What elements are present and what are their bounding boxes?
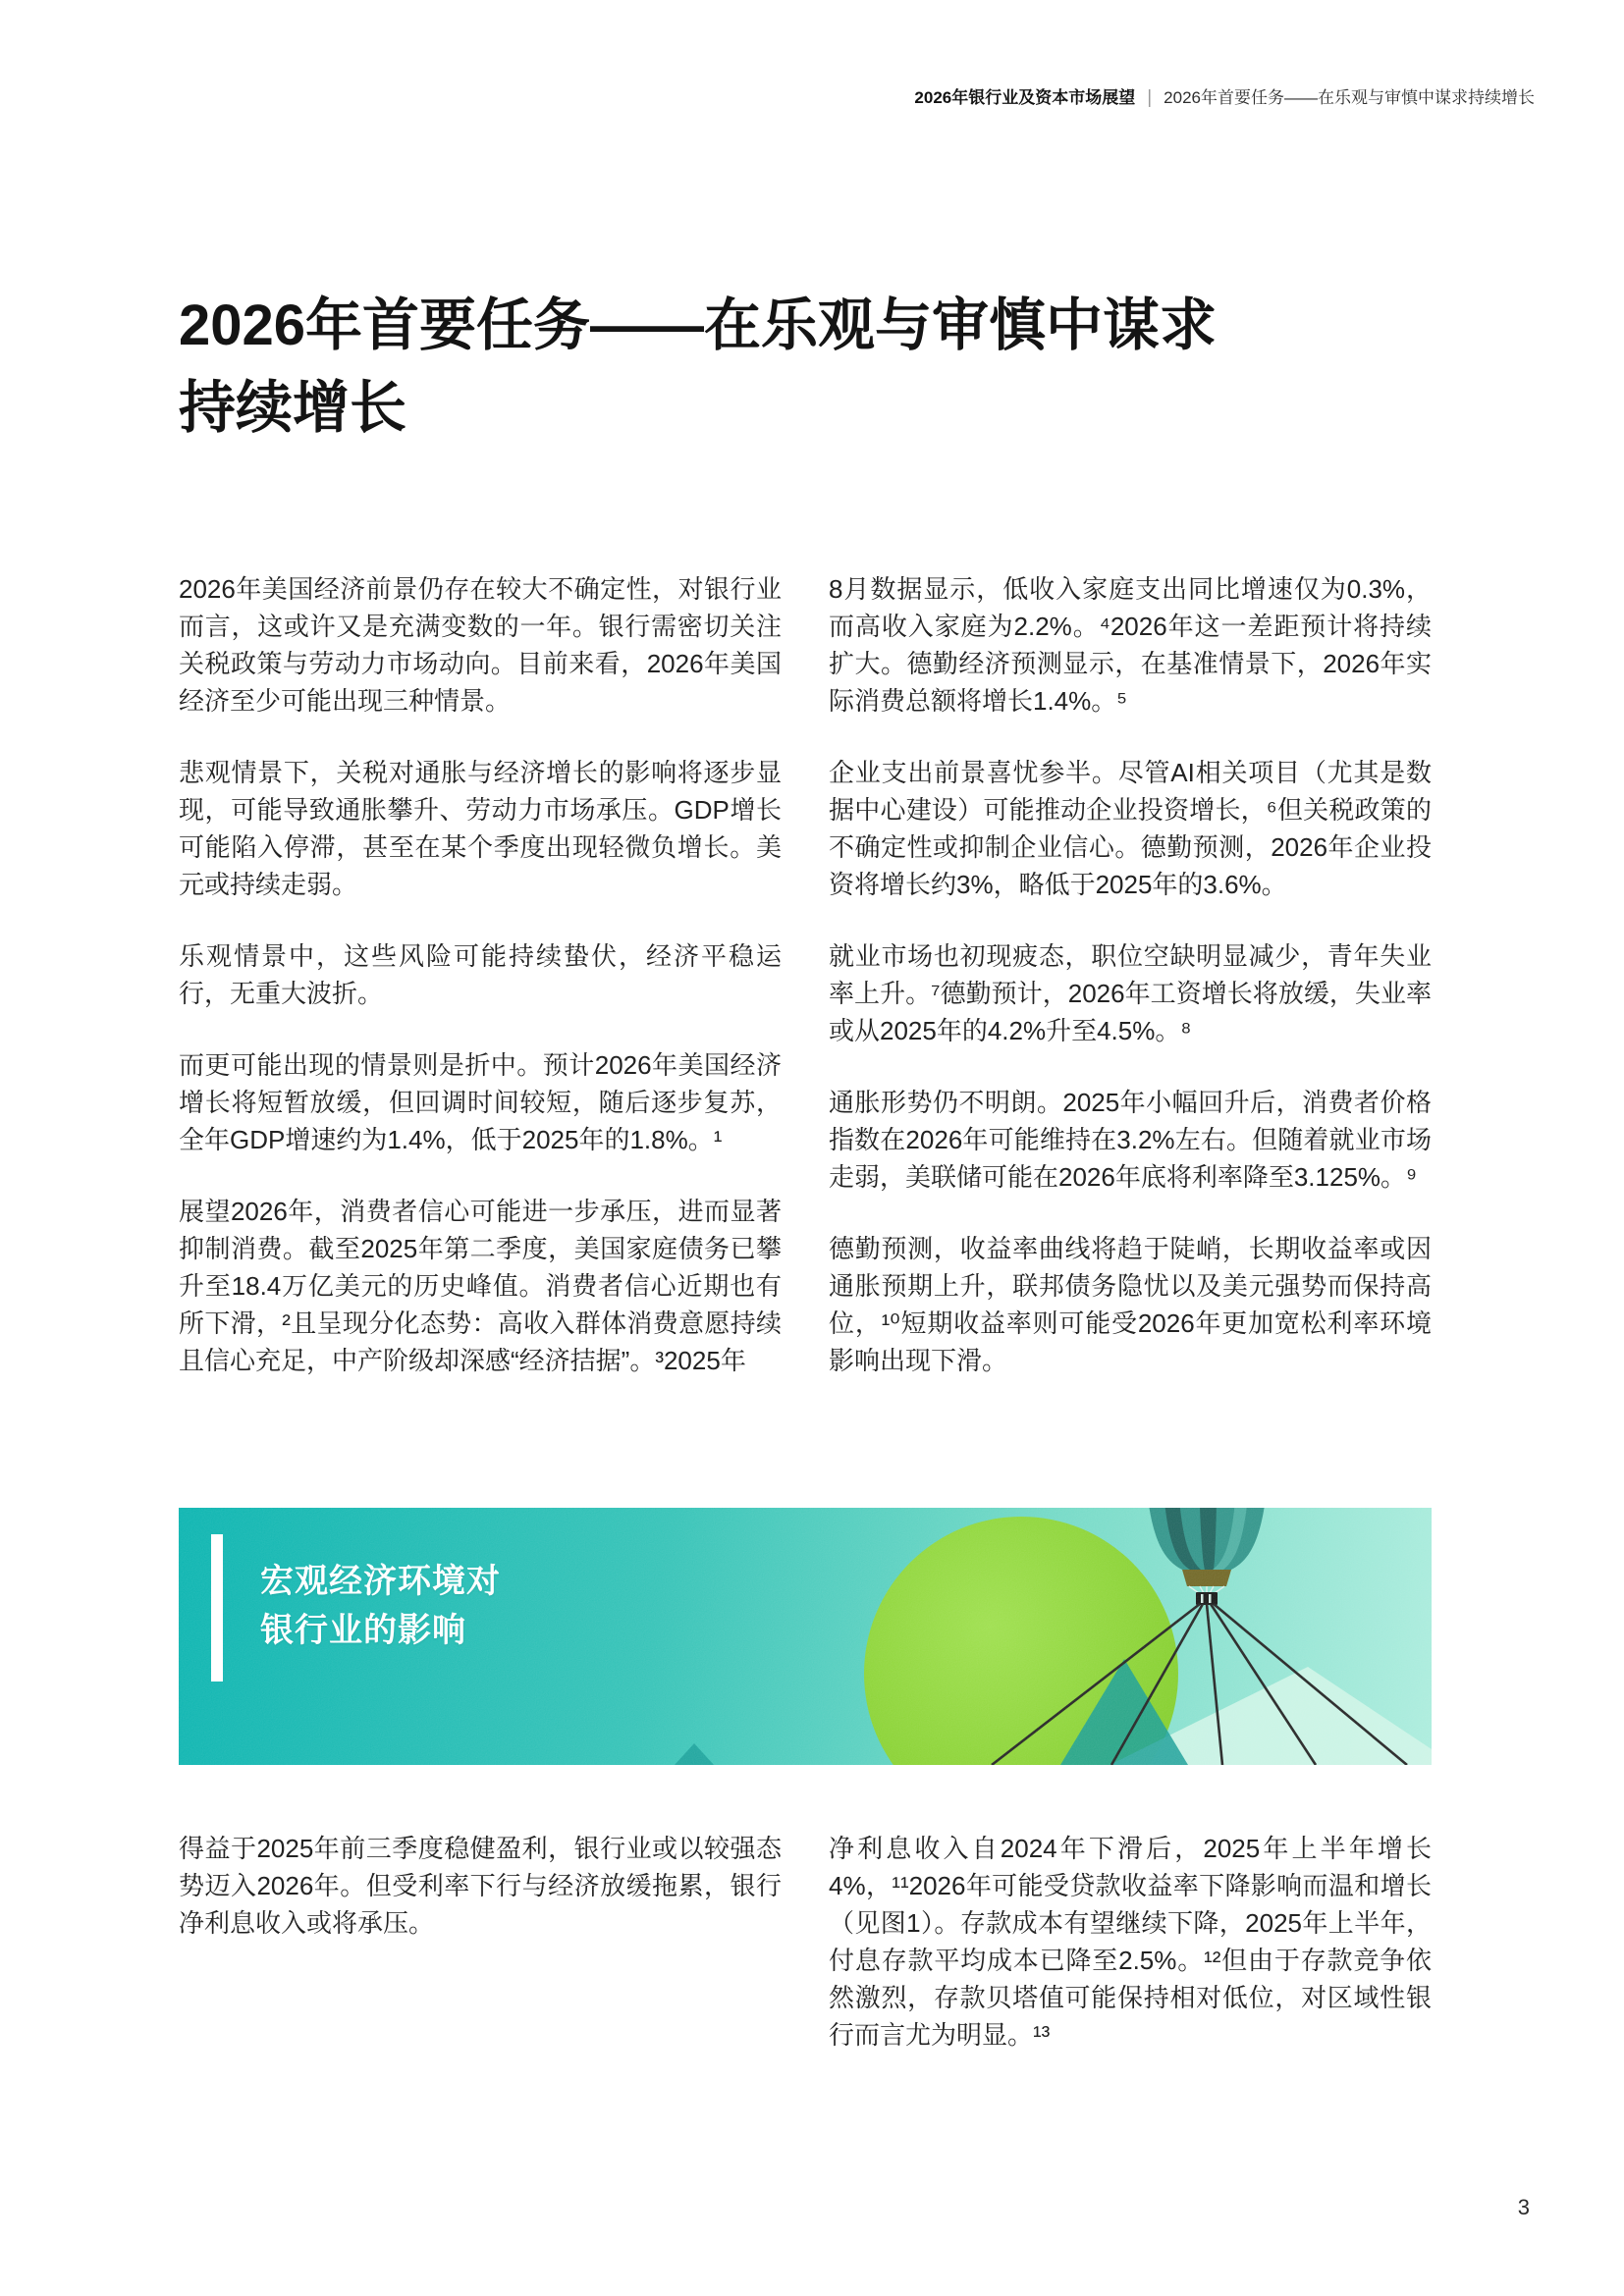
page-title-line2: 持续增长 xyxy=(179,376,407,440)
paragraph: 净利息收入自2024年下滑后，2025年上半年增长4%，¹¹2026年可能受贷款收益率下降影响而温和增长（见图1）。存款成本有望继续下降，2025年上半年，付息存款平均成本已降至2.5%。¹²但由于存款竞争依然激烈，存款贝塔值可能保持相对低位，对区域性银行而言尤为明显。¹³ xyxy=(829,1834,1432,2050)
below-left-column xyxy=(179,1830,782,2054)
page-number: 3 xyxy=(1517,2195,1530,2219)
page-title-line1: 2026年首要任务——在乐观与审慎中谋求 xyxy=(179,294,1218,357)
paragraph: 企业支出前景喜忧参半。尽管AI相关项目（尤其是数据中心建设）可能推动企业投资增长，⁶但关税政策的不确定性或抑制企业信心。德勤预测，2026年企业投资将增长约3%，略低于2025年的3.6%。 xyxy=(829,758,1432,899)
intro-section xyxy=(179,570,1432,1379)
paragraph: 8月数据显示，低收入家庭支出同比增速仅为0.3%，而高收入家庭为2.2%。⁴2026年这一差距预计将持续扩大。德勤经济预测显示，在基准情景下，2026年实际消费总额将增长1.4%。⁵ xyxy=(829,574,1432,716)
banking-impact-section xyxy=(179,1830,1432,2054)
paragraph: 通胀形势仍不明朗。2025年小幅回升后，消费者价格指数在2026年可能维持在3.2%左右。但随着就业市场走弱，美联储可能在2026年底将利率降至3.125%。⁹ xyxy=(829,1088,1432,1192)
banner-heading xyxy=(260,1557,501,1655)
paragraph: 乐观情景中，这些风险可能持续蛰伏，经济平稳运行，无重大波折。 xyxy=(179,941,782,1008)
paragraph: 悲观情景下，关税对通胀与经济增长的影响将逐步显现，可能导致通胀攀升、劳动力市场承压。GDP增长可能陷入停滞，甚至在某个季度出现轻微负增长。美元或持续走弱。 xyxy=(179,758,782,899)
banner-heading-line1: 宏观经济环境对 xyxy=(260,1563,501,1600)
paragraph: 而更可能出现的情景则是折中。预计2026年美国经济增长将短暂放缓，但回调时间较短，随后逐步复苏，全年GDP增速约为1.4%，低于2025年的1.8%。¹ xyxy=(179,1050,782,1154)
page-title xyxy=(179,285,1435,450)
paragraph: 2026年美国经济前景仍存在较大不确定性，对银行业而言，这或许又是充满变数的一年。银行需密切关注关税政策与劳动力市场动向。目前来看，2026年美国经济至少可能出现三种情景。 xyxy=(179,574,782,716)
paragraph: 展望2026年，消费者信心可能进一步承压，进而显著抑制消费。截至2025年第二季度，美国家庭债务已攀升至18.4万亿美元的历史峰值。消费者信心近期也有所下滑，²且呈现分化态势：高收入群体消费意愿持续且信心充足，中产阶级却深感“经济拮据”。³2025年 xyxy=(179,1197,782,1375)
intro-right-column xyxy=(829,570,1432,1379)
chapter-title: 2026年首要任务——在乐观与审慎中谋求持续增长 xyxy=(1164,88,1535,107)
paragraph: 就业市场也初现疲态，职位空缺明显减少，青年失业率上升。⁷德勤预计，2026年工资增长将放缓，失业率或从2025年的4.2%升至4.5%。⁸ xyxy=(829,941,1432,1045)
intro-left-column xyxy=(179,570,782,1379)
running-header xyxy=(914,86,1535,110)
paragraph: 得益于2025年前三季度稳健盈利，银行业或以较强态势迈入2026年。但受利率下行与经济放缓拖累，银行净利息收入或将承压。 xyxy=(179,1834,782,1938)
section-banner xyxy=(179,1508,1432,1765)
below-right-column xyxy=(829,1830,1432,2054)
report-title: 2026年银行业及资本市场展望 xyxy=(914,88,1136,107)
header-separator: | xyxy=(1147,87,1153,108)
banner-heading-line2: 银行业的影响 xyxy=(260,1612,466,1649)
banner-accent-bar xyxy=(211,1534,223,1682)
paragraph: 德勤预测，收益率曲线将趋于陡峭，长期收益率或因通胀预期上升，联邦债务隐忧以及美元强势而保持高位，¹⁰短期收益率则可能受2026年更加宽松利率环境影响出现下滑。 xyxy=(829,1234,1432,1375)
